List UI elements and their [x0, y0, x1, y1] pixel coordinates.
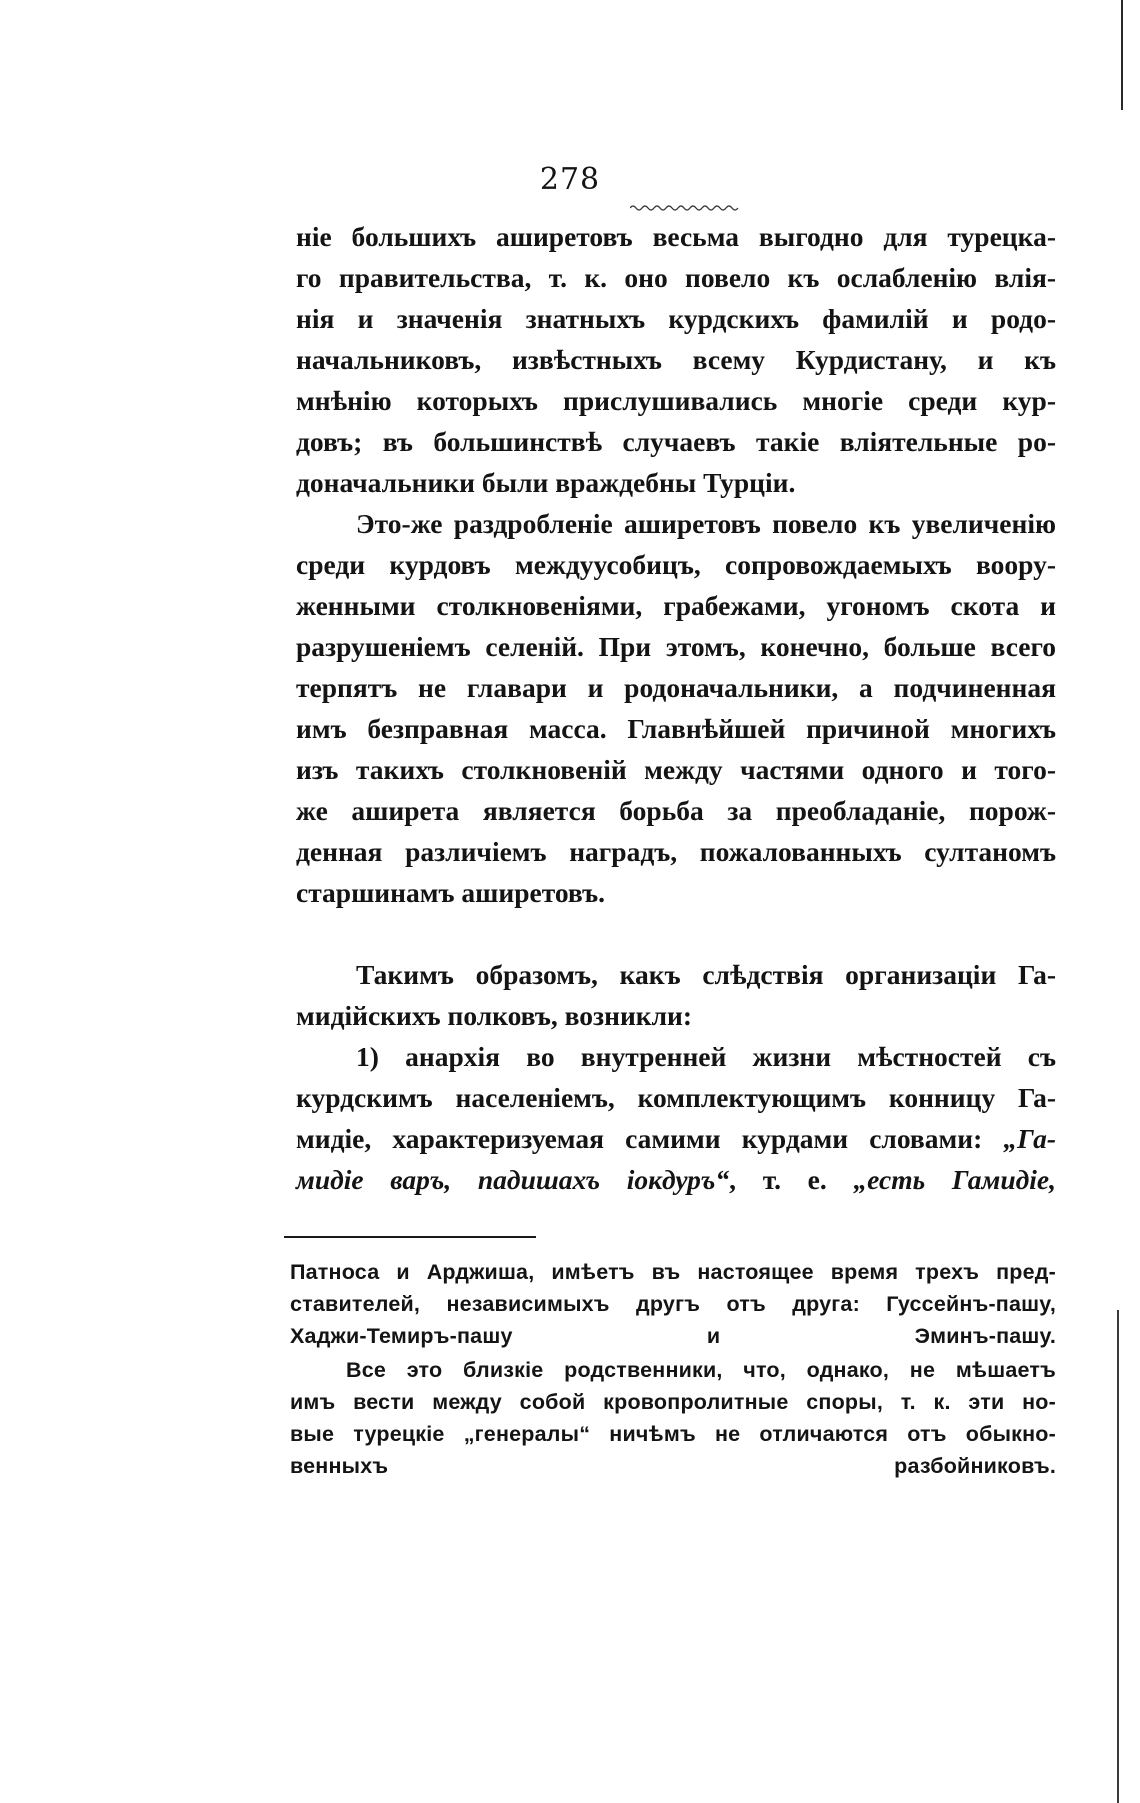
text-line: мидійскихъ полковъ, возникли: — [296, 1000, 693, 1031]
text-line: довъ; въ большинствѣ случаевъ такіе вліятельные ро- — [296, 426, 1056, 457]
scan-edge-bottom — [1117, 1310, 1119, 1803]
quote-italic: „Га- — [1003, 1123, 1056, 1154]
text-line: терпятъ не главари и родоначальники, а подчиненная — [296, 672, 1056, 703]
footnote-line: венныхъ разбойниковъ. — [290, 1454, 1056, 1478]
footnote-line: Хаджи-Темиръ-пашу и Эминъ-пашу. — [290, 1324, 1056, 1348]
text-line: старшинамъ аширетовъ. — [296, 877, 605, 908]
footnote-paragraph-1 — [290, 1256, 1056, 1352]
text-line: разрушеніемъ селеній. При этомъ, конечно, больше всего — [296, 631, 1056, 662]
text-line: имъ безправная масса. Главнѣйшей причиной многихъ — [296, 713, 1056, 744]
text-line: ніе большихъ аширетовъ весьма выгодно для турецка- — [296, 221, 1056, 252]
text-line: Такимъ образомъ, какъ слѣдствія организаціи Га- — [356, 959, 1056, 990]
quote-italic: „есть Гамидіе, — [853, 1164, 1056, 1195]
text-line: го правительства, т. к. оно повело къ ослабленію влія- — [296, 262, 1056, 293]
text-span: , т. е. — [729, 1164, 854, 1195]
scan-edge-top — [1121, 0, 1123, 110]
footnote-line: ставителей, независимыхъ другъ отъ друга: Гуссейнъ-пашу, — [290, 1292, 1056, 1316]
text-line: 1) анархія во внутренней жизни мѣстностей съ — [356, 1041, 1056, 1072]
footnote-paragraph-2 — [290, 1354, 1056, 1482]
text-line: же аширета является борьба за преобладаніе, порож- — [296, 795, 1056, 826]
text-line: денная различіемъ наградъ, пожалованныхъ султаномъ — [296, 836, 1056, 867]
text-line: начальниковъ, извѣстныхъ всему Курдистану, и къ — [296, 344, 1056, 375]
quote-italic: мидіе варъ, падишахъ іокдуръ“ — [296, 1164, 730, 1195]
paragraph-3 — [296, 954, 1056, 1036]
text-line: доначальники были враждебны Турціи. — [296, 467, 796, 498]
footnote-line: Все это близкіе родственники, что, однако, не мѣшаетъ — [346, 1358, 1056, 1382]
paragraph-2 — [296, 503, 1056, 913]
text-line — [296, 1118, 1056, 1159]
text-line — [296, 1159, 1056, 1200]
page-number-ornament — [630, 204, 740, 212]
text-line: Это-же раздробленіе аширетовъ повело къ увеличенію — [356, 508, 1056, 539]
page-number: 278 — [539, 162, 601, 197]
paragraph-1 — [296, 216, 1056, 503]
text-line: мнѣнію которыхъ прислушивались многіе среди кур- — [296, 385, 1056, 416]
text-span: мидіе, характеризуемая самими курдами словами: — [296, 1123, 1004, 1154]
text-line: изъ такихъ столкновеній между частями одного и того- — [296, 754, 1056, 785]
text-line: женными столкновеніями, грабежами, угономъ скота и — [296, 590, 1056, 621]
text-line: нія и значенія знатныхъ курдскихъ фамилій и родо- — [296, 303, 1056, 334]
text-line: среди курдовъ междуусобицъ, сопровождаемыхъ воору- — [296, 549, 1056, 580]
text-line: курдскимъ населеніемъ, комплектующимъ конницу Га- — [296, 1082, 1056, 1113]
footnote-line: имъ вести между собой кровопролитные споры, т. к. эти но- — [290, 1390, 1056, 1414]
paragraph-4 — [296, 1036, 1056, 1200]
footnote-line: Патноса и Арджиша, имѣетъ въ настоящее время трехъ пред- — [290, 1260, 1056, 1284]
footnote-line: вые турецкіе „генералы“ ничѣмъ не отличаются отъ обыкно- — [290, 1422, 1056, 1446]
footnote-divider — [284, 1236, 536, 1238]
